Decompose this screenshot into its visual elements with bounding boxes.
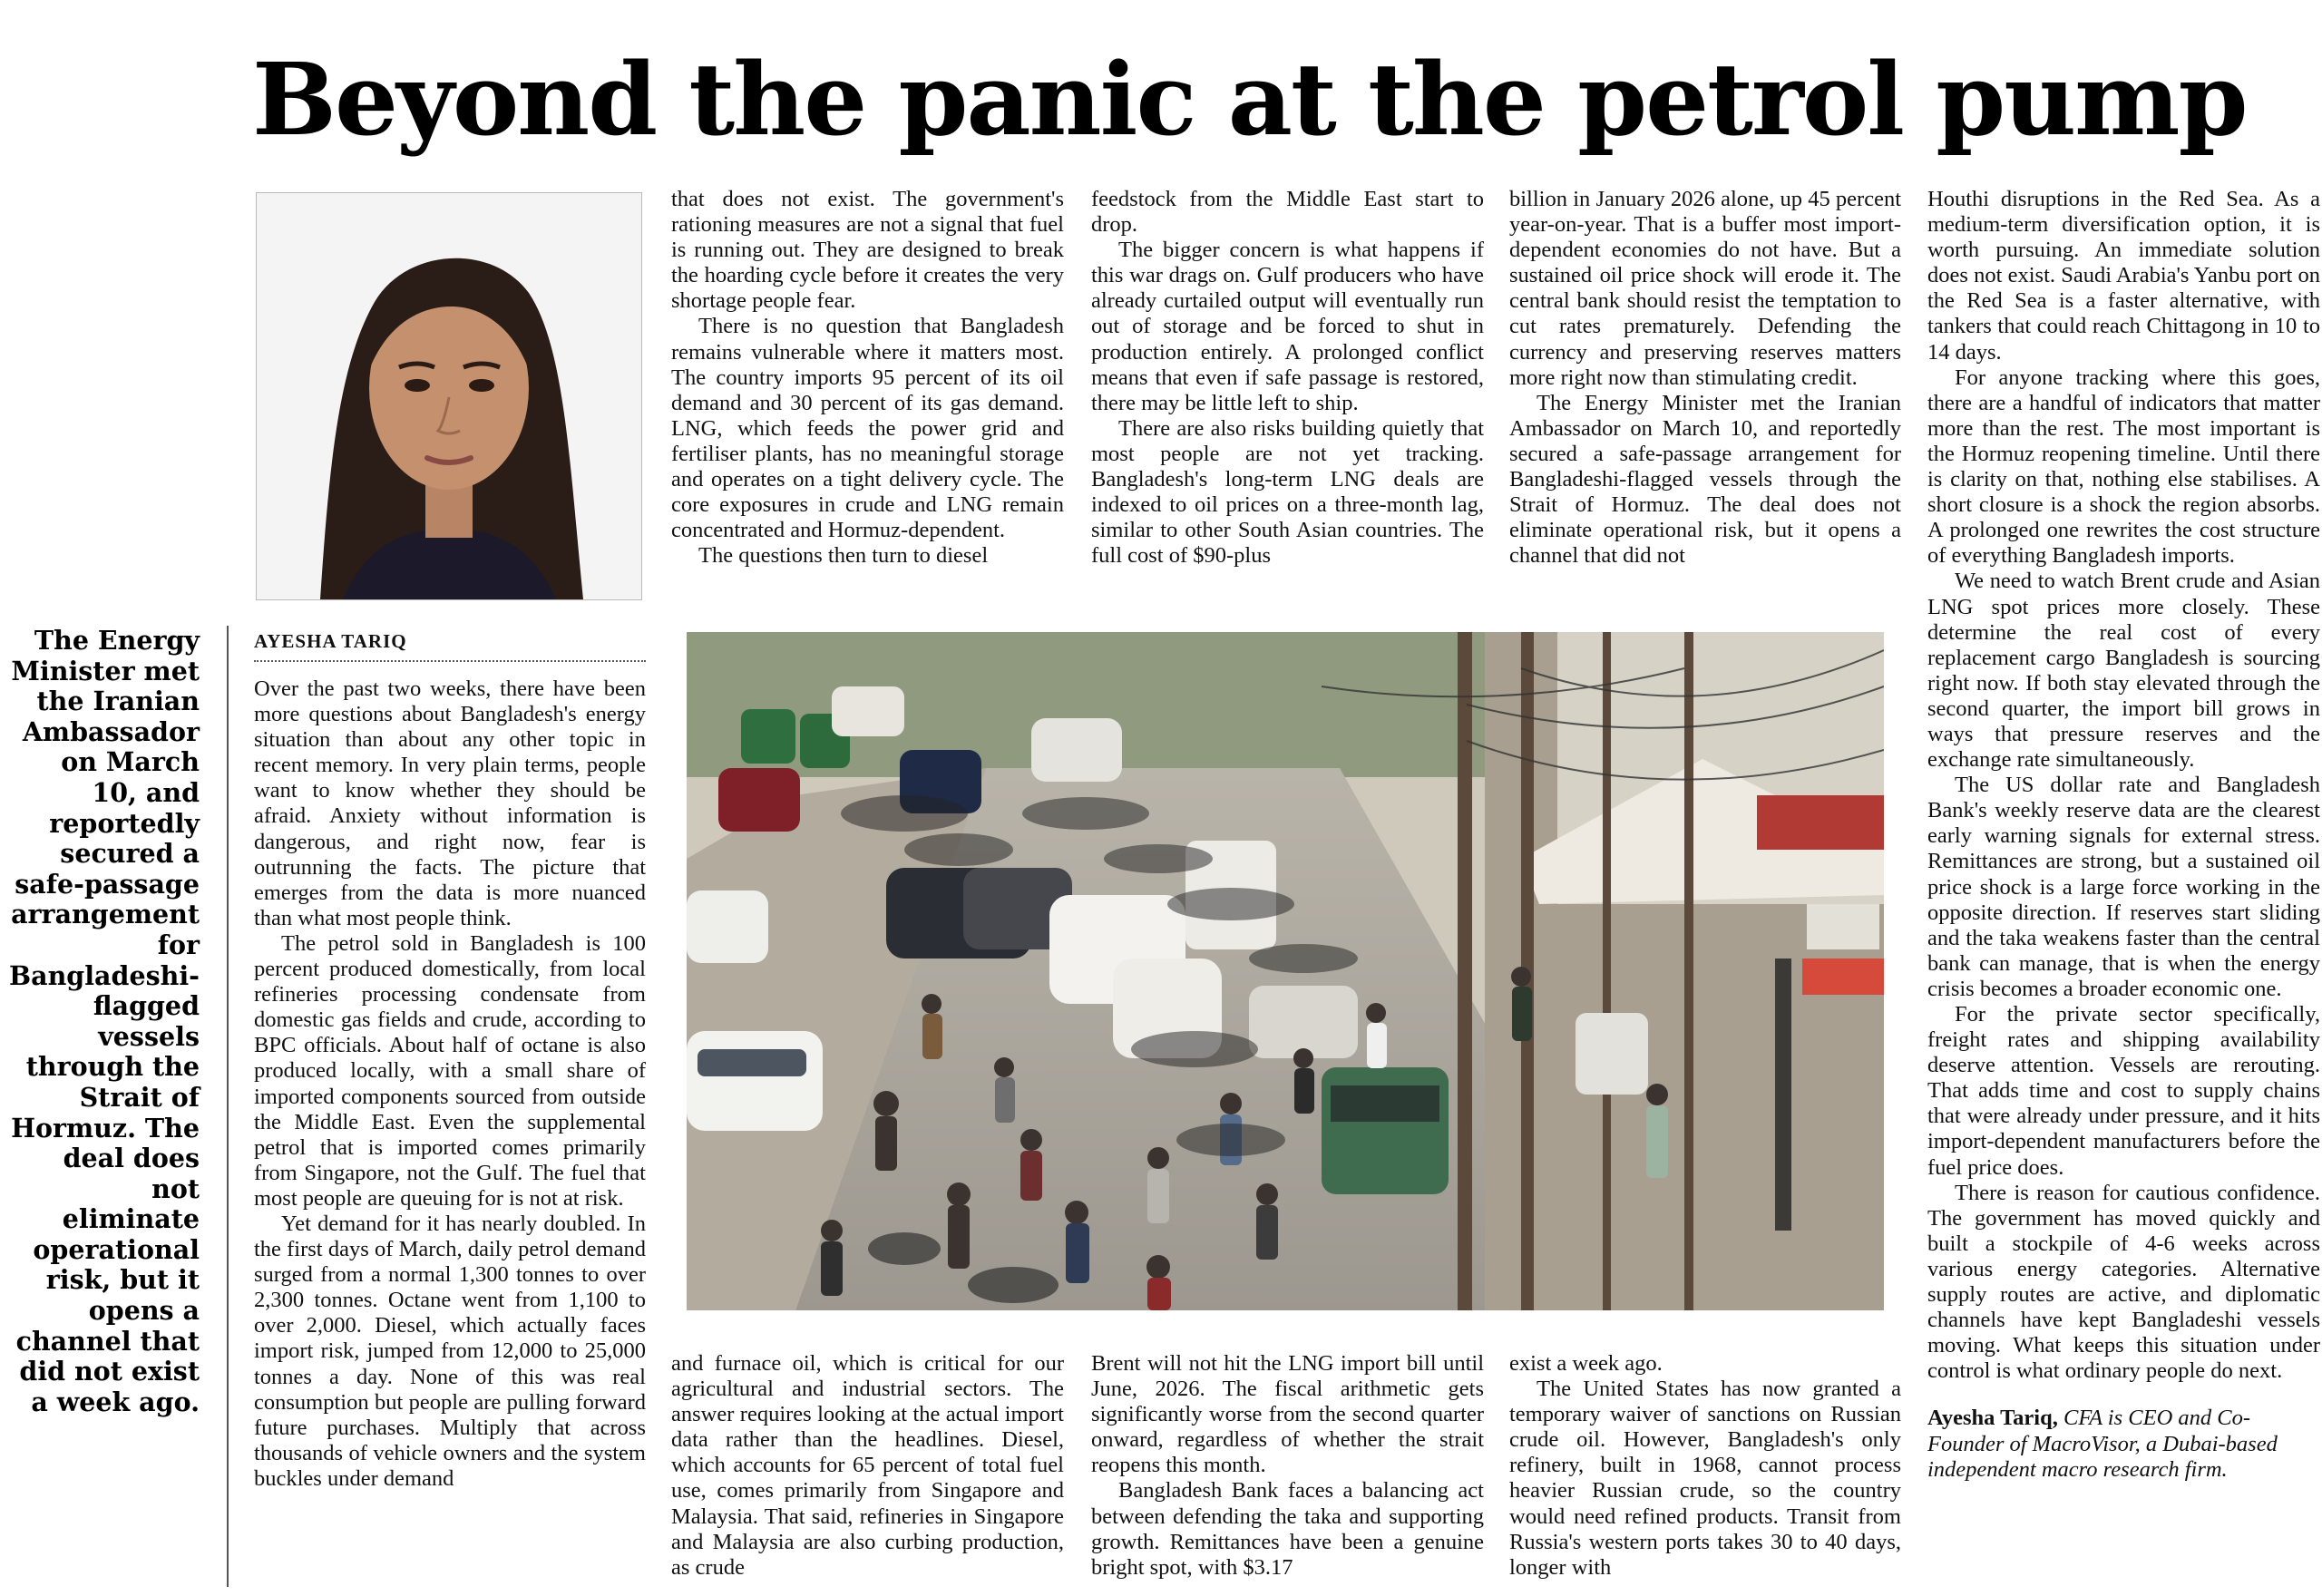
paragraph: We need to watch Brent crude and Asian LNG spot prices more closely. These determine the real cost of every replacement cargo Bangladesh is sourcing right now. If both stay elevated through the second quarter, the import bill grows in ways that pressure reserves and the exchange rate simultaneously. — [1927, 569, 2320, 773]
paragraph: Bangladesh Bank faces a balancing act between defending the taka and supporting growth. Remittances have been a genuine bright spot, with $3.17 — [1091, 1478, 1484, 1580]
paragraph: The US dollar rate and Bangladesh Bank's weekly reserve data are the clearest early warning signals for external stress. Remittances are strong, but a sustained oil price shock is a large force working in the opposite direction. If reserves start sliding and the taka weakens faster than the central bank can manage, that is when the energy crisis becomes a broader economic one. — [1927, 773, 2320, 1001]
column-divider — [227, 626, 229, 1587]
paragraph: exist a week ago. — [1509, 1351, 1663, 1376]
article-column-5 — [1927, 187, 2320, 1483]
paragraph: There is reason for cautious confidence. The government has moved quickly and built a stockpile of 4-6 weeks across various energy categories. Alternative supply routes are active, and diplomatic channels have kept Bangladeshi vessels moving. What keeps this situation under control is what ordinary people do next. — [1927, 1180, 2320, 1384]
paragraph: For anyone tracking where this goes, there are a handful of indicators that matter more than the rest. The most important is the Hormuz reopening timeline. Until there is clarity on that, nothing else stabilises. A short closure is a shock the region absorbs. A prolonged one rewrites the cost structure of everything Bangladesh imports. — [1927, 365, 2320, 569]
byline: AYESHA TARIQ — [254, 628, 646, 662]
paragraph: and furnace oil, which is critical for our agricultural and industrial sectors. The answer requires looking at the actual import data rather than the headlines. Diesel, which accounts for 65 percent of total fuel use, comes primarily from Singapore and Malaysia. That said, refineries in Singapore and Malaysia are also curbing production, as crude — [671, 1351, 1064, 1580]
paragraph: The petrol sold in Bangladesh is 100 percent produced domestically, from local refineries processing condensate from domestic gas fields and crude, according to BPC officials. About half of octane is also produced locally, with a small share of imported components sourced from outside the Middle East. Even the supplemental petrol that is imported comes primarily from Singapore, not the Gulf. The fuel that most people are queuing for is not at risk. — [254, 930, 646, 1211]
paragraph: The questions then turn to diesel — [698, 543, 989, 569]
article-column-4-top — [1509, 187, 1901, 569]
paragraph: The Energy Minister met the Iranian Ambassador on March 10, and reportedly secured a safe-passage arrangement for Bangladeshi-flagged vessels through the Strait of Hormuz. The deal does not eliminate operational risk, but it opens a channel that did not — [1509, 390, 1901, 569]
article-column-1 — [254, 676, 646, 1492]
paragraph: Houthi disruptions in the Red Sea. As a medium-term diversification option, it is worth pursuing. An immediate solution does not exist. Saudi Arabia's Yanbu port on the Red Sea is a faster alternative, with tankers that could reach Chittagong in 10 to 14 days. — [1927, 187, 2320, 365]
street-queue-photo — [687, 632, 1884, 1310]
paragraph: The United States has now granted a temporary waiver of sanctions on Russian crude oil. However, Bangladesh's only refinery, built in 1968, cannot process heavier Russian crude, so the country would need refined products. Transit from Russia's western ports takes 30 to 40 days, longer with — [1509, 1377, 1901, 1580]
paragraph: billion in January 2026 alone, up 45 percent year-on-year. That is a buffer most import-dependent economies do not have. But a sustained oil price shock will erode it. The central bank should resist the temptation to cut rates prematurely. Defending the currency and preserving reserves matters more right now than stimulating credit. — [1509, 187, 1901, 390]
article-column-3-top — [1091, 187, 1484, 569]
article-column-2-bottom — [671, 1351, 1064, 1581]
author-portrait-illustration — [257, 193, 641, 599]
paragraph: There is no question that Bangladesh remains vulnerable where it matters most. The country imports 95 percent of its oil demand and 30 percent of its gas demand. LNG, which feeds the power grid and fertiliser plants, has no meaningful storage and operates on a tight delivery cycle. The core exposures in crude and LNG remain concentrated and Hormuz-dependent. — [671, 314, 1064, 543]
pull-quote: The Energy Minister met the Iranian Ambassador on March 10, and reportedly secured a safe-passage arrangement for Bangladeshi-flagged vessels through the Strait of Hormuz. The deal does not eliminate operational risk, but it opens a channel that did not exist a week ago. — [9, 625, 200, 1417]
signature-name: Ayesha Tariq, — [1927, 1406, 2058, 1431]
article-column-3-bottom — [1091, 1351, 1484, 1581]
paragraph: Over the past two weeks, there have been more questions about Bangladesh's energy situation than about any other topic in recent memory. In very plain terms, people want to know whether they should be afraid. Anxiety without information is dangerous, and right now, fear is outrunning the facts. The picture that emerges from the data is more nuanced than what most people think. — [254, 676, 646, 930]
paragraph: For the private sector specifically, freight rates and shipping availability deserve attention. Vessels are rerouting. That adds time and cost to supply chains that were already under pressure, and it hits import-dependent manufacturers before the fuel price does. — [1927, 1002, 2320, 1180]
article-column-2-top — [671, 187, 1064, 569]
article-column-4-bottom — [1509, 1351, 1901, 1581]
paragraph: There are also risks building quietly that most people are not yet tracking. Bangladesh's long-term LNG deals are indexed to oil prices on a three-month lag, similar to other South Asian countries. The full cost of $90-plus — [1091, 415, 1484, 569]
street-scene-illustration — [687, 632, 1884, 1310]
author-signature — [1927, 1406, 2320, 1482]
paragraph: The bigger concern is what happens if this war drags on. Gulf producers who have already curtailed output will eventually run out of storage and be forced to shut in production entirely. A prolonged conflict means that even if safe passage is restored, there may be little left to ship. — [1091, 238, 1484, 415]
paragraph: that does not exist. The government's rationing measures are not a signal that fuel is running out. They are designed to break the hoarding cycle before it creates the very shortage people fear. — [671, 187, 1064, 314]
signature-bio: CFA is CEO and Co-Founder of MacroVisor, a Dubai-based independent macro research firm. — [1927, 1406, 2278, 1482]
headline: Beyond the panic at the petrol pump — [252, 41, 2247, 158]
author-photo — [256, 192, 642, 600]
paragraph: Yet demand for it has nearly doubled. In the first days of March, daily petrol demand surged from a normal 1,300 tonnes to over 2,300 tonnes. Octane went from 1,100 to over 2,000. Diesel, which actually faces import risk, jumped from 12,000 to 25,000 tonnes a day. None of this was real consumption but people are pulling forward future purchases. Multiply that across thousands of vehicle owners and the system buckles under demand — [254, 1211, 646, 1491]
paragraph: Brent will not hit the LNG import bill until June, 2026. The fiscal arithmetic gets significantly worse from the second quarter onward, regardless of whether the strait reopens this month. — [1091, 1351, 1484, 1478]
paragraph: feedstock from the Middle East start to drop. — [1091, 187, 1484, 238]
